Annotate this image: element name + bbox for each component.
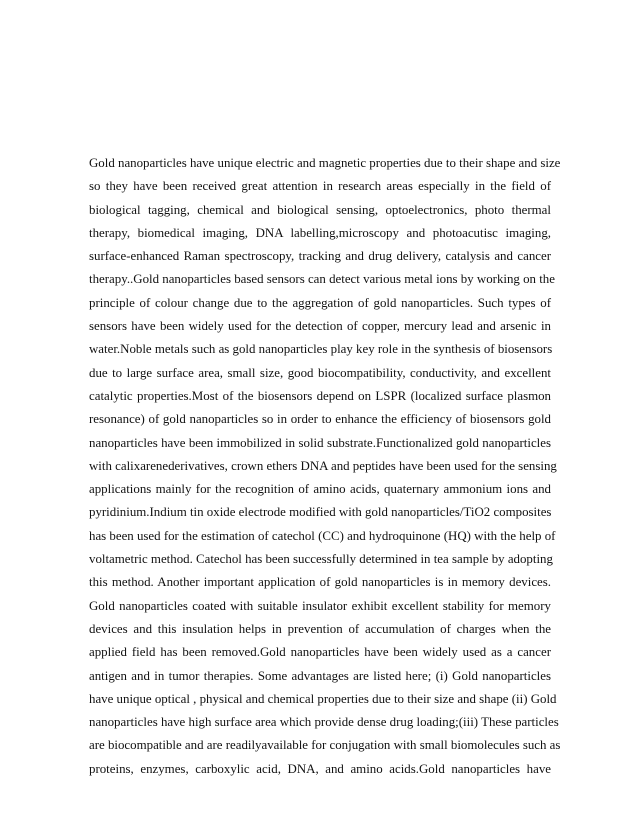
paragraph-line: Gold nanoparticles have unique electric and magnetic properties due to their shape and size bbox=[89, 156, 561, 170]
paragraph-line: principle of colour change due to the aggregation of gold nanoparticles. Such types of bbox=[89, 295, 551, 310]
paragraph-line: surface-enhanced Raman spectroscopy, tracking and drug delivery, catalysis and cancer bbox=[89, 249, 551, 264]
paragraph-line: have unique optical , physical and chemical properties due to their size and shape (ii) Gold bbox=[89, 691, 557, 706]
paragraph-line: devices and this insulation helps in prevention of accumulation of charges when the bbox=[89, 621, 551, 636]
paragraph-line: pyridinium.Indium tin oxide electrode modified with gold nanoparticles/TiO2 composites bbox=[89, 505, 552, 520]
paragraph-line: catalytic properties.Most of the biosensors depend on LSPR (localized surface plasmon bbox=[89, 388, 551, 403]
paragraph-line: applications mainly for the recognition of amino acids, quaternary ammonium ions and bbox=[89, 482, 551, 497]
body-paragraph bbox=[89, 152, 561, 781]
paragraph-line: with calixarenederivatives, crown ethers DNA and peptides have been used for the sensing bbox=[89, 458, 557, 473]
paragraph-line: biological tagging, chemical and biological sensing, optoelectronics, photo thermal bbox=[89, 202, 551, 217]
paragraph-line: so they have been received great attention in research areas especially in the field of bbox=[89, 179, 551, 194]
paragraph-line: has been used for the estimation of catechol (CC) and hydroquinone (HQ) with the help of bbox=[89, 528, 556, 543]
paragraph-line: due to large surface area, small size, good biocompatibility, conductivity, and excellent bbox=[89, 365, 551, 380]
paragraph-line: water.Noble metals such as gold nanoparticles play key role in the synthesis of biosensors bbox=[89, 342, 553, 357]
paragraph-line: therapy, biomedical imaging, DNA labelling,microscopy and photoacutisc imaging, bbox=[89, 225, 551, 240]
paragraph-line: nanoparticles have high surface area which provide dense drug loading;(iii) These particles bbox=[89, 715, 559, 730]
paragraph-line: sensors have been widely used for the detection of copper, mercury lead and arsenic in bbox=[89, 319, 551, 334]
paragraph-line: Gold nanoparticles coated with suitable insulator exhibit excellent stability for memory bbox=[89, 598, 551, 613]
paragraph-line: this method. Another important application of gold nanoparticles is in memory devices. bbox=[89, 575, 551, 590]
paragraph-line: resonance) of gold nanoparticles so in order to enhance the efficiency of biosensors gold bbox=[89, 412, 551, 427]
paragraph-line: proteins, enzymes, carboxylic acid, DNA, and amino acids.Gold nanoparticles have bbox=[89, 761, 551, 776]
paragraph-line: applied field has been removed.Gold nanoparticles have been widely used as a cancer bbox=[89, 645, 551, 660]
paragraph-line: therapy..Gold nanoparticles based sensors can detect various metal ions by working on the bbox=[89, 272, 555, 287]
paragraph-line: are biocompatible and are readilyavailable for conjugation with small biomolecules such as bbox=[89, 738, 561, 753]
paragraph-line: antigen and in tumor therapies. Some advantages are listed here; (i) Gold nanoparticles bbox=[89, 668, 551, 683]
paragraph-line: voltametric method. Catechol has been successfully determined in tea sample by adopting bbox=[89, 552, 553, 567]
paragraph-line: nanoparticles have been immobilized in solid substrate.Functionalized gold nanoparticles bbox=[89, 435, 551, 450]
